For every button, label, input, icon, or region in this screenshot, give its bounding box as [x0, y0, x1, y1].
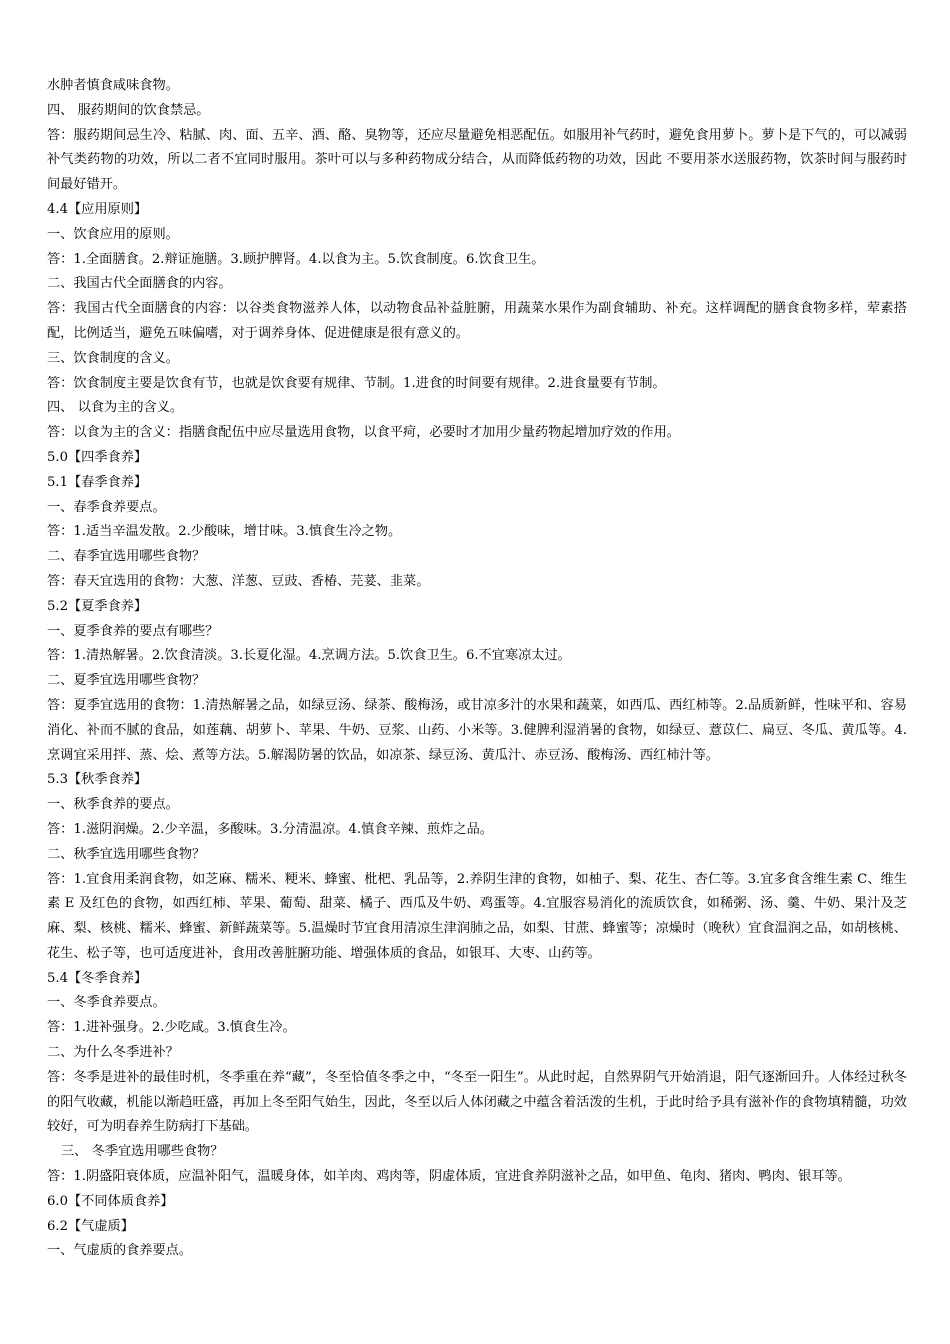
section-heading: 5.3【秋季食养】	[47, 772, 148, 788]
answer-paragraph: 答：1.阴盛阳衰体质，应温补阳气，温暖身体，如羊肉、鸡肉等，阴虚体质，宜进食养阴滋补之品，如甲鱼、龟肉、猪肉、鸭肉、银耳等。	[47, 1169, 851, 1185]
question-line: 一、秋季食养的要点。	[47, 797, 179, 813]
section-heading: 6.0【不同体质食养】	[47, 1193, 174, 1209]
section-heading: 5.0【四季食养】	[47, 449, 148, 465]
text-line: 水肿者慎食咸味食物。	[47, 78, 179, 93]
question-line: 四、 以食为主的含义。	[47, 400, 184, 416]
answer-paragraph: 答：1.清热解暑。2.饮食清淡。3.长夏化湿。4.烹调方法。5.饮食卫生。6.不宜寒凉太过。	[47, 648, 571, 664]
section-heading: 5.2【夏季食养】	[47, 598, 148, 614]
answer-paragraph: 答：我国古代全面膳食的内容：以谷类食物滋养人体，以动物食品补益脏腑，用蔬菜水果作为副食辅助、补充。这样调配的膳食食物多样，荤素搭配，比例适当，避免五味偏嗜，对于调养身体、促进健康是很有意义的。	[47, 301, 907, 341]
answer-paragraph: 答：1.全面膳食。2.辩证施膳。3.顾护脾肾。4.以食为主。5.饮食制度。6.饮食卫生。	[47, 251, 545, 267]
section-heading: 4.4【应用原则】	[47, 201, 148, 217]
answer-paragraph: 答：春天宜选用的食物：大葱、洋葱、豆豉、香椿、芫荽、韭菜。	[47, 573, 430, 589]
question-line: 一、夏季食养的要点有哪些？	[47, 623, 219, 639]
question-line: 二、夏季宜选用哪些食物？	[47, 673, 206, 689]
answer-paragraph: 答：1.适当辛温发散。2.少酸味，增甘味。3.慎食生冷之物。	[47, 524, 402, 540]
document-body	[47, 74, 907, 1264]
answer-paragraph: 答：服药期间忌生冷、粘腻、肉、面、五辛、酒、酪、臭物等，还应尽量避免相恶配伍。如服用补气药时，避免食用萝卜。萝卜是下气的，可以减弱补气类药物的功效，所以二者不宜同时服用。茶叶可以与多种药物成分结合，从而降低药物的功效，因此 不要用茶水送服药物，饮茶时间与服药时间最好错开。	[47, 127, 907, 193]
question-line: 一、饮食应用的原则。	[47, 226, 179, 242]
question-line: 二、秋季宜选用哪些食物？	[47, 846, 206, 862]
question-line: 三、 冬季宜选用哪些食物？	[61, 1144, 224, 1160]
question-line: 一、冬季食养要点。	[47, 995, 166, 1011]
answer-paragraph: 答：冬季是进补的最佳时机，冬季重在养“藏”，冬至恰值冬季之中，“冬至一阳生”。从此时起，自然界阴气开始消退，阳气逐渐回升。人体经过秋冬的阳气收藏，机能以渐趋旺盛，再加上冬至阳气始生，因此，冬至以后人体闭藏之中蕴含着活泼的生机，于此时给予具有滋补作的食物填精髓，功效较好，可为明春养生防病打下基础。	[47, 1069, 907, 1135]
answer-paragraph: 答：饮食制度主要是饮食有节，也就是饮食要有规律、节制。1.进食的时间要有规律。2.进食量要有节制。	[47, 375, 666, 391]
question-line: 一、气虚质的食养要点。	[47, 1243, 193, 1259]
answer-paragraph: 答：1.滋阴润燥。2.少辛温，多酸味。3.分清温凉。4.慎食辛辣、煎炸之品。	[47, 821, 493, 837]
answer-paragraph: 答：1.宜食用柔润食物，如芝麻、糯米、粳米、蜂蜜、枇杷、乳品等，2.养阴生津的食物，如柚子、梨、花生、杏仁等。3.宜多食含维生素 C、维生素 E 及红色的食物，如西红柿、苹果、葡萄、甜菜、橘子、西瓜及牛奶、鸡蛋等。4.宜服容易消化的流质饮食，如稀粥、汤、羹、牛奶、果汁及芝麻、梨、核桃、糯米、蜂蜜、新鲜蔬菜等。5.温燥时节宜食用清凉生津润肺之品，如梨、甘蔗、蜂蜜等；凉燥时（晚秋）宜食温润之品，如胡核桃、花生、松子等，也可适度进补，食用改善脏腑功能、增强体质的食品，如银耳、大枣、山药等。	[47, 871, 907, 961]
section-heading: 四、 服药期间的饮食禁忌。	[47, 102, 210, 118]
question-line: 二、为什么冬季进补？	[47, 1045, 179, 1061]
question-line: 二、我国古代全面膳食的内容。	[47, 276, 232, 292]
section-heading: 5.1【春季食养】	[47, 474, 148, 490]
answer-paragraph: 答：以食为主的含义：指膳食配伍中应尽量选用食物，以食平疴，必要时才加用少量药物起增加疗效的作用。	[47, 425, 680, 441]
question-line: 二、春季宜选用哪些食物？	[47, 549, 206, 565]
answer-paragraph: 答：夏季宜选用的食物：1.清热解暑之品，如绿豆汤、绿茶、酸梅汤，或甘凉多汁的水果和蔬菜，如西瓜、西红柿等。2.品质新鲜，性味平和、容易消化、补而不腻的食品，如莲藕、胡萝卜、苹果、牛奶、豆浆、山药、小米等。3.健脾利湿消暑的食物，如绿豆、薏苡仁、扁豆、冬瓜、黄瓜等。4.烹调宜采用拌、蒸、烩、煮等方法。5.解渴防暑的饮品，如凉茶、绿豆汤、黄瓜汁、赤豆汤、酸梅汤、西红柿汁等。	[47, 697, 907, 763]
section-heading: 5.4【冬季食养】	[47, 970, 148, 986]
question-line: 一、春季食养要点。	[47, 499, 166, 515]
answer-paragraph: 答：1.进补强身。2.少吃咸。3.慎食生冷。	[47, 1020, 296, 1036]
question-line: 三、饮食制度的含义。	[47, 350, 179, 366]
section-heading: 6.2【气虚质】	[47, 1218, 134, 1234]
